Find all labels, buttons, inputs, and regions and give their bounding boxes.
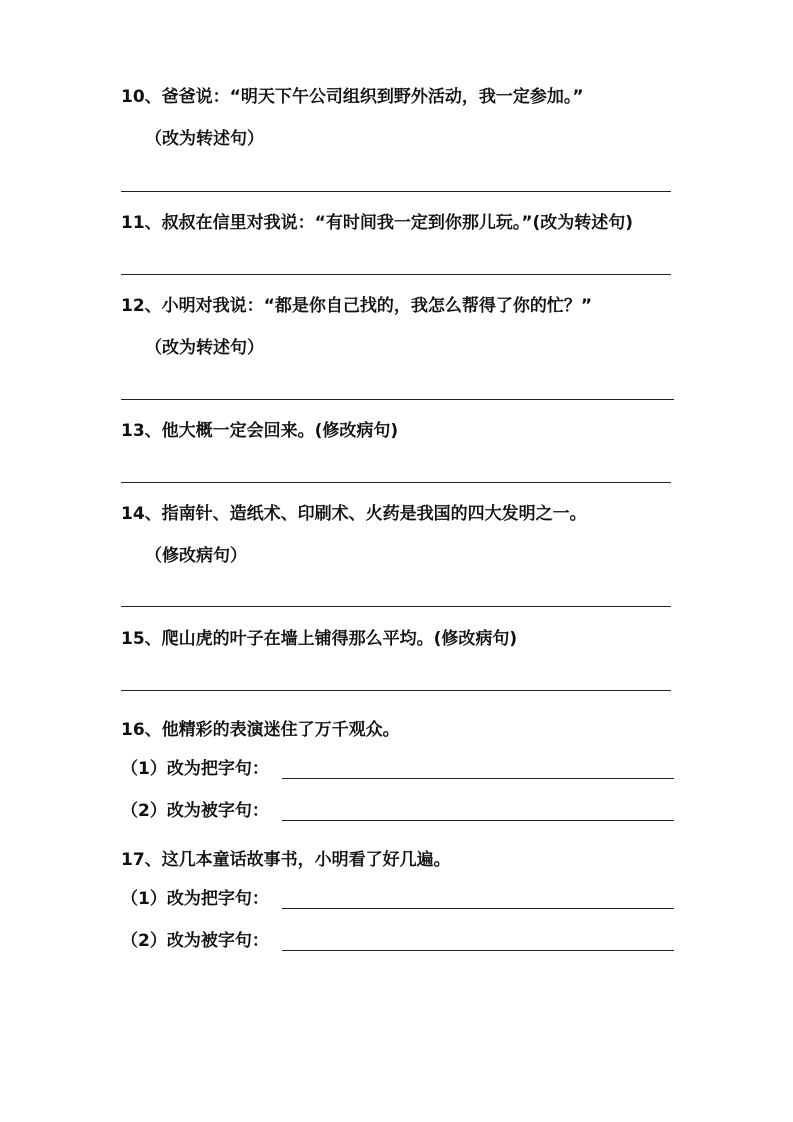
question-17-sub-2-label: （2）改为被字句： (121, 931, 269, 951)
question-14-answer-line[interactable] (121, 606, 671, 607)
question-17-sub-1-answer-line[interactable] (282, 908, 674, 909)
question-13-stem: 13、他大概一定会回来。(修改病句) (121, 421, 399, 441)
question-11-answer-line[interactable] (121, 274, 671, 275)
question-10-answer-line[interactable] (121, 191, 671, 192)
question-16-sub-2-label: （2）改为被字句： (121, 801, 269, 821)
question-14-note: （修改病句） (145, 546, 247, 566)
question-10-stem: 10、爸爸说：“明天下午公司组织到野外活动，我一定参加。” (121, 87, 584, 107)
question-16-stem: 16、他精彩的表演迷住了万千观众。 (121, 720, 400, 740)
question-17-sub-2-answer-line[interactable] (282, 950, 674, 951)
question-16-sub-1-answer-line[interactable] (282, 778, 674, 779)
question-16-sub-2-answer-line[interactable] (282, 820, 674, 821)
question-17-sub-1-label: （1）改为把字句： (121, 889, 269, 909)
question-12-stem: 12、小明对我说：“都是你自己找的，我怎么帮得了你的忙？” (121, 296, 593, 316)
question-13-answer-line[interactable] (121, 482, 671, 483)
question-12-note: （改为转述句） (145, 338, 264, 358)
question-10-note: （改为转述句） (145, 129, 264, 149)
question-15-stem: 15、爬山虎的叶子在墙上铺得那么平均。(修改病句) (121, 629, 518, 649)
question-14-stem: 14、指南针、造纸术、印刷术、火药是我国的四大发明之一。 (121, 504, 587, 524)
question-16-sub-1-label: （1）改为把字句： (121, 759, 269, 779)
question-12-answer-line[interactable] (121, 399, 674, 400)
question-11-stem: 11、叔叔在信里对我说：“有时间我一定到你那儿玩。”(改为转述句) (121, 213, 634, 233)
question-15-answer-line[interactable] (121, 690, 671, 691)
question-17-stem: 17、这几本童话故事书，小明看了好几遍。 (121, 850, 451, 870)
